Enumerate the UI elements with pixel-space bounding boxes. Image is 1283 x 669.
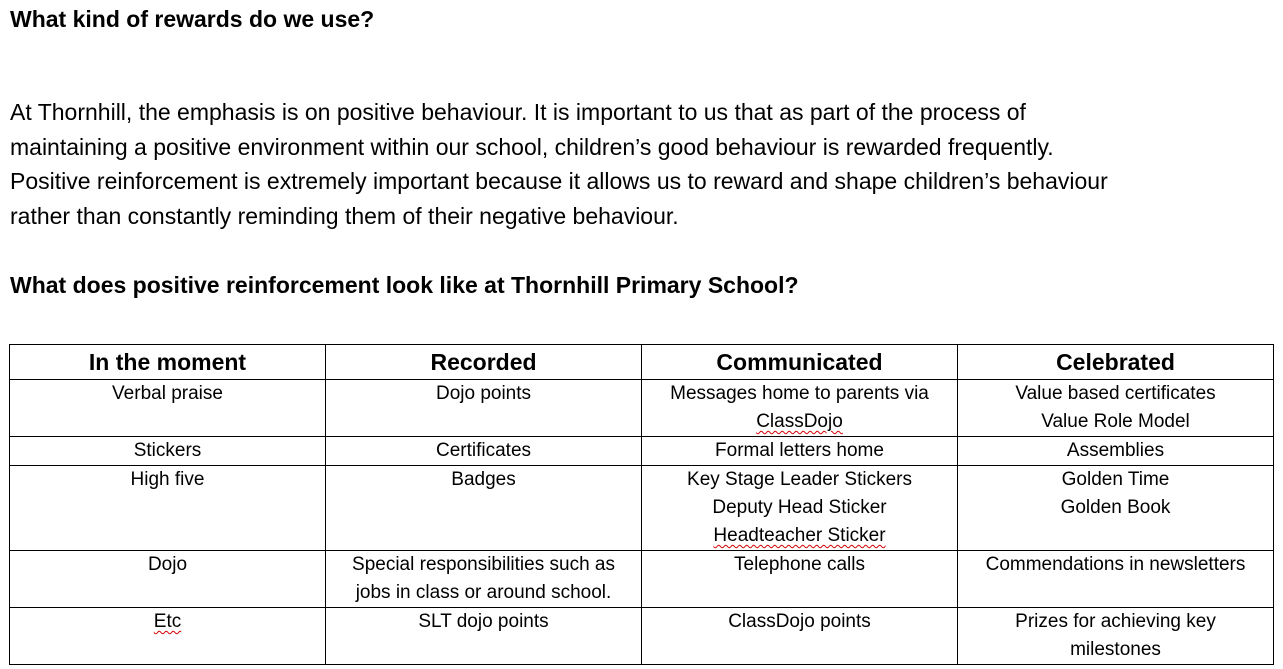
cell-line: Stickers bbox=[133, 440, 202, 461]
header-recorded: Recorded bbox=[326, 345, 642, 380]
cell-line: jobs in class or around school. bbox=[355, 582, 612, 603]
cell-celebrated bbox=[958, 551, 1274, 608]
cell-in-the-moment bbox=[10, 551, 326, 608]
cell-line: Golden Book bbox=[1060, 497, 1171, 518]
cell-communicated bbox=[642, 551, 958, 608]
cell-recorded bbox=[326, 437, 642, 466]
table-row bbox=[10, 380, 1274, 437]
cell-line: Formal letters home bbox=[715, 440, 884, 461]
cell-line bbox=[646, 522, 953, 550]
cell-communicated bbox=[642, 437, 958, 466]
rewards-table bbox=[9, 344, 1274, 665]
cell-in-the-moment bbox=[10, 608, 326, 665]
cell-communicated bbox=[642, 380, 958, 437]
cell-line: SLT dojo points bbox=[418, 611, 549, 632]
paragraph-line: rather than constantly reminding them of their negative behaviour. bbox=[10, 202, 679, 229]
cell-line: Value Role Model bbox=[1041, 411, 1190, 432]
cell-line: Certificates bbox=[435, 440, 532, 461]
table-header-row bbox=[10, 345, 1274, 380]
cell-line: Key Stage Leader Stickers bbox=[687, 469, 912, 490]
cell-line: Messages home to parents via bbox=[670, 383, 929, 404]
cell-line: Value based certificates bbox=[1015, 383, 1216, 404]
paragraph-line: At Thornhill, the emphasis is on positive behaviour. It is important to us that as part of the process of bbox=[10, 99, 1026, 125]
intro-paragraph bbox=[10, 95, 1275, 233]
spellcheck-word: Headteacher Sticker bbox=[713, 525, 886, 546]
header-communicated: Communicated bbox=[642, 345, 958, 380]
header-in-the-moment: In the moment bbox=[10, 345, 326, 380]
paragraph-line: Positive reinforcement is extremely important because it allows us to reward and shape children’s behaviour bbox=[10, 168, 1108, 194]
cell-line: Assemblies bbox=[1066, 440, 1165, 461]
cell-in-the-moment bbox=[10, 437, 326, 466]
cell-line: Badges bbox=[451, 469, 516, 490]
cell-celebrated bbox=[958, 466, 1274, 551]
cell-line: Verbal praise bbox=[112, 383, 223, 404]
cell-line: Prizes for achieving key bbox=[1015, 611, 1216, 632]
cell-line bbox=[646, 408, 953, 436]
cell-celebrated bbox=[958, 380, 1274, 437]
rewards-heading: What kind of rewards do we use? bbox=[10, 6, 375, 32]
cell-communicated bbox=[642, 466, 958, 551]
cell-line: Commendations in newsletters bbox=[985, 554, 1246, 575]
cell-recorded bbox=[326, 608, 642, 665]
cell-line: ClassDojo points bbox=[728, 611, 871, 632]
cell-line: High five bbox=[130, 469, 205, 490]
table-row bbox=[10, 608, 1274, 665]
header-celebrated: Celebrated bbox=[958, 345, 1274, 380]
spellcheck-word: ClassDojo bbox=[756, 411, 843, 432]
cell-celebrated bbox=[958, 608, 1274, 665]
cell-line bbox=[14, 608, 321, 636]
spellcheck-word: Etc bbox=[153, 611, 182, 632]
paragraph-line: maintaining a positive environment within our school, children’s good behaviour is rewarded frequently. bbox=[10, 133, 1054, 160]
cell-line: Deputy Head Sticker bbox=[712, 497, 887, 518]
cell-line: Special responsibilities such as bbox=[352, 554, 615, 575]
cell-communicated bbox=[642, 608, 958, 665]
cell-line: Golden Time bbox=[1061, 469, 1170, 490]
cell-recorded bbox=[326, 466, 642, 551]
cell-in-the-moment bbox=[10, 466, 326, 551]
table-row bbox=[10, 551, 1274, 608]
reinforcement-heading: What does positive reinforcement look like at Thornhill Primary School? bbox=[10, 272, 799, 298]
cell-line: Dojo bbox=[147, 554, 188, 575]
cell-in-the-moment bbox=[10, 380, 326, 437]
table-row bbox=[10, 466, 1274, 551]
cell-celebrated bbox=[958, 437, 1274, 466]
table-row bbox=[10, 437, 1274, 466]
cell-line: Dojo points bbox=[435, 383, 532, 404]
cell-line: Telephone calls bbox=[734, 554, 865, 575]
cell-recorded bbox=[326, 551, 642, 608]
cell-line: milestones bbox=[1070, 639, 1161, 660]
cell-recorded bbox=[326, 380, 642, 437]
